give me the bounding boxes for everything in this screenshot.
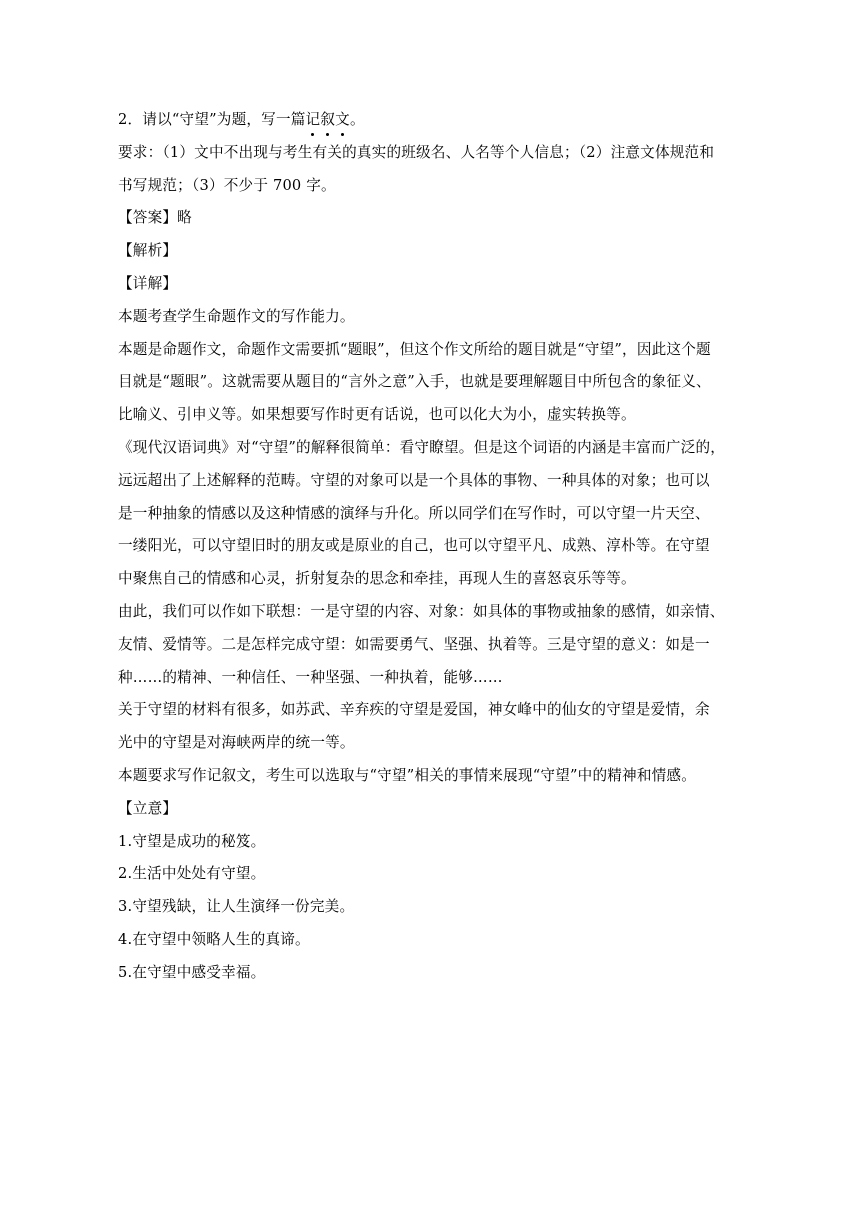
analysis-heading: 【解析】 — [118, 242, 178, 260]
emphasis-char-3: 文 — [335, 106, 350, 134]
paragraph-line: 中聚焦自己的情感和心灵，折射复杂的思念和牵挂，再现人生的喜怒哀乐等等。 — [118, 570, 636, 588]
question-prompt — [118, 106, 740, 134]
paragraph-line: 目就是“题眼”。这就需要从题目的“言外之意”入手，也就是要理解题目中所包含的象征义、 — [118, 373, 711, 391]
paragraph-line: 光中的守望是对海峡两岸的统一等。 — [118, 734, 355, 752]
intent-item: 4.在守望中领略人生的真谛。 — [118, 930, 310, 948]
paragraph-line: 《现代汉语词典》对“守望”的解释很简单：看守瞭望。但是这个词语的内涵是丰富而广泛的， — [118, 438, 726, 456]
intent-heading: 【立意】 — [118, 799, 178, 817]
paragraph-line: 友情、爱情等。二是怎样完成守望：如需要勇气、坚强、执着等。三是守望的意义：如是一 — [118, 635, 710, 653]
emphasis-char-1: 记 — [306, 106, 321, 134]
intent-item: 5.在守望中感受幸福。 — [118, 963, 266, 981]
detail-heading: 【详解】 — [118, 274, 178, 292]
emphasis-char-2: 叙 — [320, 106, 335, 134]
paragraph-line: 本题要求写作记叙文，考生可以选取与“守望”相关的事情来展现“守望”中的精神和情感。 — [118, 766, 697, 784]
paragraph-line: 一缕阳光，可以守望旧时的朋友或是原业的自己，也可以守望平凡、成熟、淳朴等。在守望 — [118, 537, 710, 555]
question-prompt-end: 。 — [349, 111, 365, 128]
intent-item: 2.生活中处处有守望。 — [118, 865, 266, 883]
question-prompt-text: 2．请以“守望”为题，写一篇 — [118, 111, 306, 128]
paragraph-line: 是一种抽象的情感以及这种情感的演绎与升化。所以同学们在写作时，可以守望一片天空、 — [118, 504, 710, 522]
paragraph-line: 由此，我们可以作如下联想：一是守望的内容、对象：如具体的事物或抽象的感情，如亲情、 — [118, 602, 725, 620]
answer-line: 【答案】略 — [118, 209, 192, 227]
requirements-line-1: 要求：（1）文中不出现与考生有关的真实的班级名、人名等个人信息；（2）注意文体规范和 — [118, 143, 715, 161]
paragraph-line: 远远超出了上述解释的范畴。守望的对象可以是一个具体的事物、一种具体的对象；也可以 — [118, 471, 710, 489]
paragraph-line: 本题考查学生命题作文的写作能力。 — [118, 307, 355, 325]
paragraph-line: 种……的精神、一种信任、一种坚强、一种执着，能够…… — [118, 668, 503, 686]
paragraph-line: 关于守望的材料有很多，如苏武、辛弃疾的守望是爱国，神女峰中的仙女的守望是爱情，余 — [118, 701, 710, 719]
intent-item: 3.守望残缺，让人生演绎一份完美。 — [118, 898, 355, 916]
intent-item: 1.守望是成功的秘笈。 — [118, 832, 266, 850]
paragraph-line: 本题是命题作文，命题作文需要抓“题眼”，但这个作文所给的题目就是“守望”，因此这个题 — [118, 340, 711, 358]
paragraph-line: 比喻义、引申义等。如果想要写作时更有话说，也可以化大为小，虚实转换等。 — [118, 406, 636, 424]
document-content — [118, 106, 740, 992]
requirements-line-2: 书写规范；（3）不少于 700 字。 — [118, 176, 336, 194]
